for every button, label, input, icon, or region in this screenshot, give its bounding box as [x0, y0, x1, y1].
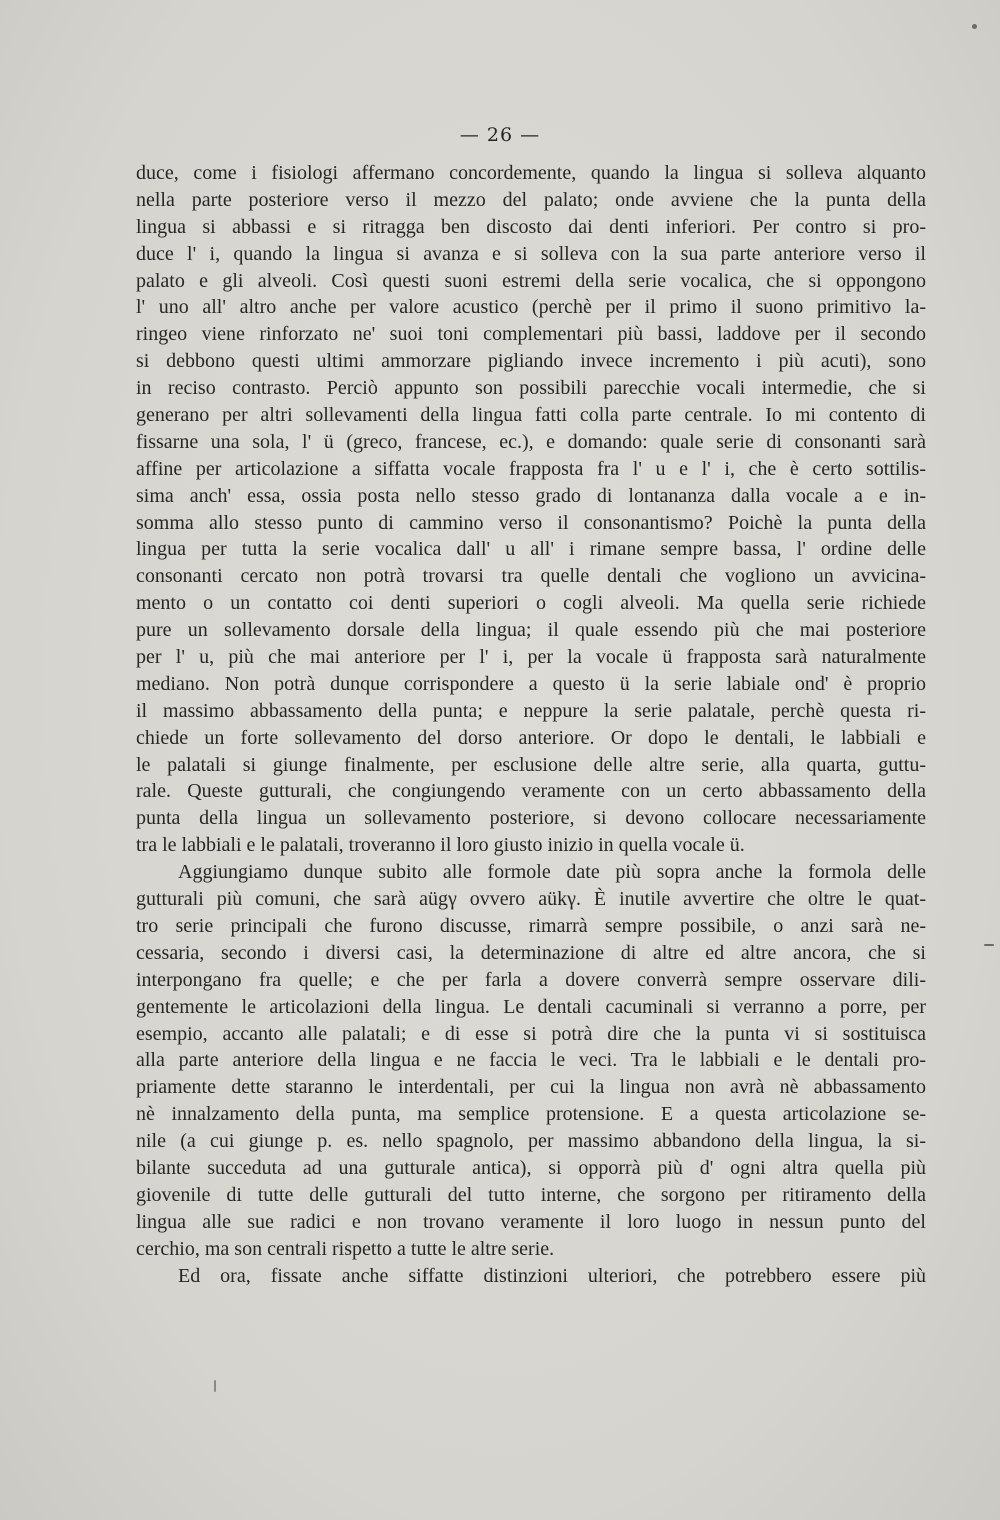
- text-line: duce, come i fisiologi affermano concordemente, quando la lingua si solleva alquanto: [136, 162, 926, 184]
- text-line: gentemente le articolazioni della lingua. Le dentali cacuminali si verranno a porre, per: [136, 995, 926, 1018]
- text-line: pure un sollevamento dorsale della lingua; il quale essendo più che mai posteriore: [136, 619, 926, 642]
- text-line: lingua alle sue radici e non trovano veramente il loro luogo in nessun punto del: [136, 1210, 926, 1233]
- text-line: mento o un contatto coi denti superiori o cogli alveoli. Ma quella serie richiede: [136, 592, 926, 615]
- text-line: duce l' i, quando la lingua si avanza e si solleva con la sua parte anteriore verso il: [136, 242, 926, 265]
- text-line: somma allo stesso punto di cammino verso il consonantismo? Poichè la punta della: [136, 511, 926, 534]
- text-line: per l' u, più che mai anteriore per l' i, per la vocale ü frapposta sarà naturalmente: [136, 646, 926, 669]
- paper-speck: [972, 24, 977, 29]
- paragraph-start-line: Aggiungiamo dunque subito alle formole date più sopra anche la formola delle: [178, 861, 926, 884]
- paper-speck: [984, 944, 994, 946]
- text-line: l' uno all' altro anche per valore acustico (perchè per il primo il suono primitivo la-: [136, 296, 926, 319]
- text-line: nella parte posteriore verso il mezzo del palato; onde avviene che la punta della: [136, 188, 926, 211]
- text-line: mediano. Non potrà dunque corrispondere a questo ü la serie labiale ond' è proprio: [136, 672, 926, 695]
- text-line: giovenile di tutte delle gutturali del tutto interne, che sorgono per ritiramento della: [136, 1183, 926, 1206]
- text-line: lingua si abbassi e si ritragga ben discosto dai denti inferiori. Per contro si pro-: [136, 215, 926, 238]
- text-line: cerchio, ma son centrali rispetto a tutte le altre serie.: [136, 1237, 555, 1260]
- text-line: lingua per tutta la serie vocalica dall' u all' i rimane sempre bassa, l' ordine delle: [136, 538, 926, 561]
- text-line: tra le labbiali e le palatali, troveranno il loro giusto inizio in quella vocale ü.: [136, 834, 745, 857]
- text-line: alla parte anteriore della lingua e ne faccia le veci. Tra le labbiali e le dentali pro-: [136, 1049, 926, 1072]
- text-line: palato e gli alveoli. Così questi suoni estremi della serie vocalica, che si oppongono: [136, 269, 926, 292]
- text-line: cessaria, secondo i diversi casi, la determinazione di altre ed altre ancora, che si: [136, 941, 926, 964]
- text-line: interpongano fra quelle; e che per farla a dovere converrà sempre osservare dili-: [136, 968, 926, 991]
- text-line: fissarne una sola, l' ü (greco, francese, ec.), e domando: quale serie di consonanti sarà: [136, 430, 926, 453]
- text-line: esempio, accanto alle palatali; e di esse si potrà dire che la punta vi si sostituisca: [136, 1022, 926, 1045]
- body-text: [136, 160, 926, 1289]
- text-line: nè innalzamento della punta, ma semplice protensione. E a questa articolazione se-: [136, 1103, 926, 1126]
- text-line: si debbono questi ultimi ammorzare pigliando invece incremento i più acuti), sono: [136, 350, 926, 373]
- text-line: le palatali si giunge finalmente, per esclusione delle altre serie, alla quarta, guttu-: [136, 753, 926, 776]
- text-line: gutturali più comuni, che sarà aügγ ovvero aükγ. È inutile avvertire che oltre le quat-: [136, 888, 926, 911]
- text-line: affine per articolazione a siffatta vocale frapposta fra l' u e l' i, che è certo sottilis-: [136, 457, 926, 480]
- text-line: tro serie principali che furono discusse, rimarrà sempre possibile, o anzi sarà ne-: [136, 914, 926, 937]
- text-line: sima anch' essa, ossia posta nello stesso grado di lontananza dalla vocale a e in-: [136, 484, 926, 507]
- text-line: punta della lingua un sollevamento posteriore, si devono collocare necessariamente: [136, 807, 926, 830]
- text-line: in reciso contrasto. Perciò appunto son possibili parecchie vocali intermedie, che si: [136, 377, 926, 400]
- text-line: ringeo viene rinforzato ne' suoi toni complementari più bassi, laddove per il secondo: [136, 323, 926, 346]
- text-line: chiede un forte sollevamento del dorso anteriore. Or dopo le dentali, le labbiali e: [136, 726, 926, 749]
- text-line: priamente dette staranno le interdentali, per cui la lingua non avrà nè abbassamento: [136, 1076, 926, 1099]
- paragraph-start-line: Ed ora, fissate anche siffatte distinzioni ulteriori, che potrebbero essere più: [178, 1264, 926, 1287]
- text-line: generano per altri sollevamenti della lingua fatti colla parte centrale. Io mi contento di: [136, 404, 926, 427]
- paper-speck: [214, 1380, 216, 1392]
- text-line: il massimo abbassamento della punta; e neppure la serie palatale, perchè questa ri-: [136, 699, 926, 722]
- text-line: rale. Queste gutturali, che congiungendo veramente con un certo abbassamento della: [136, 780, 926, 803]
- text-line: nile (a cui giunge p. es. nello spagnolo, per massimo abbandono della lingua, la si-: [136, 1130, 926, 1153]
- text-line: bilante succeduta ad una gutturale antica), si opporrà più d' ogni altra quella più: [136, 1156, 926, 1179]
- text-line: consonanti cercato non potrà trovarsi tra quelle dentali che vogliono un avvicina-: [136, 565, 926, 588]
- page-number: — 26 —: [459, 124, 541, 146]
